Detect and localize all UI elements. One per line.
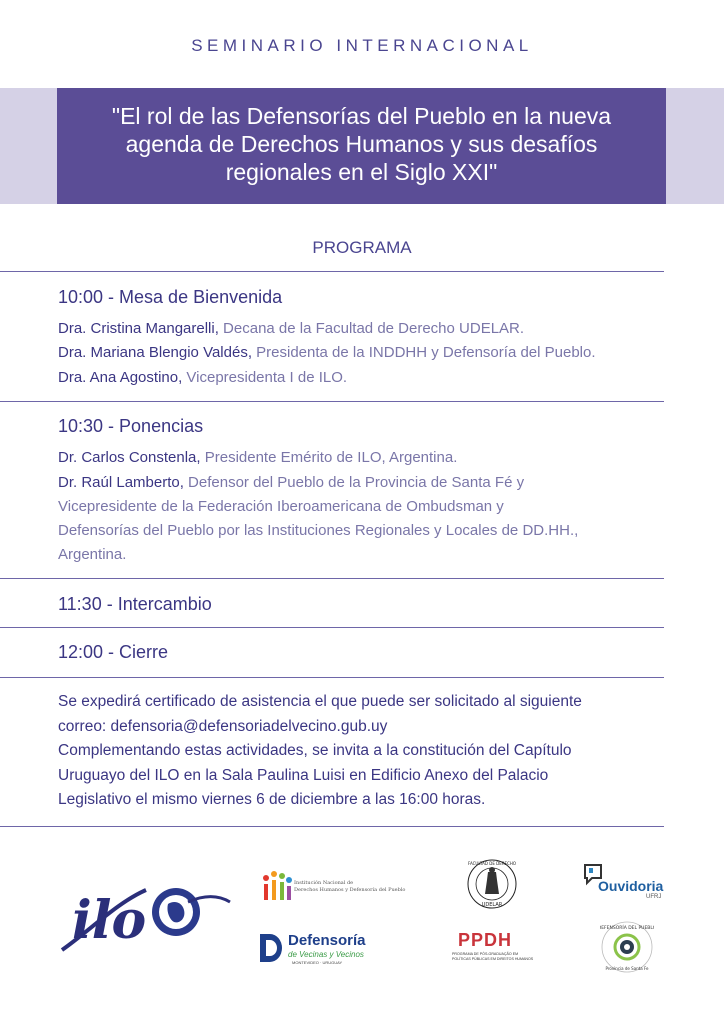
speaker-line: [58, 317, 678, 341]
santafe-sub: Provincia de Santa Fe: [605, 966, 649, 971]
defensoria-vecinos-sub: de Vecinas y Vecinos: [288, 950, 364, 959]
udelar-base: UDELAR: [481, 902, 503, 908]
inddhh-line2: Derechos Humanos y Defensoría del Pueblo: [294, 887, 406, 893]
title-line: regionales en el Siglo XXI": [225, 159, 498, 185]
ppdh-line1: PROGRAMA DE PÓS-GRADUAÇÃO EM: [452, 952, 519, 956]
footer-line: Legislativo el mismo viernes 6 de diciembre a las 16:00 horas.: [58, 791, 486, 808]
divider: [0, 826, 664, 827]
speaker-line: [58, 366, 678, 390]
speaker-name: Dr. Carlos Constenla,: [58, 449, 201, 466]
defensoria-vecinos-place: MONTEVIDEO · URUGUAY: [292, 960, 343, 965]
speaker-name: Dra. Cristina Mangarelli,: [58, 320, 219, 337]
speaker-role: Vicepresidenta I de ILO.: [182, 369, 348, 386]
ilo-wordmark: ilo: [72, 890, 147, 951]
divider: [0, 401, 664, 402]
divider: [0, 627, 664, 628]
speaker-line: [58, 446, 678, 470]
seminar-label: SEMINARIO INTERNACIONAL: [191, 36, 533, 55]
title-line: "El rol de las Defensorías del Pueblo en la nueva: [111, 103, 612, 129]
speaker-name: Dra. Ana Agostino,: [58, 369, 183, 386]
speaker-name: Dr. Raúl Lamberto,: [58, 474, 184, 491]
inddhh-line1: Institución Nacional de: [294, 880, 354, 886]
santafe-ring: DEFENSORÍA DEL PUEBLO: [600, 926, 654, 931]
divider: [0, 271, 664, 272]
ilo-logo: [58, 872, 233, 958]
ppdh-line2: POLÍTICAS PÚBLICAS EM DIREITOS HUMANOS: [452, 957, 534, 961]
event-title: [57, 88, 666, 204]
speaker-role: Presidenta de la INDDHH y Defensoría del Pueblo.: [252, 344, 596, 361]
defensoria-vecinos-logo: [258, 930, 378, 968]
section-title: 11:30 - Intercambio: [58, 594, 212, 614]
ouvidoria-logo: [580, 862, 670, 906]
udelar-ring: FACULTAD DE DERECHO: [468, 861, 516, 866]
speaker-role: Decana de la Facultad de Derecho UDELAR.: [218, 320, 525, 337]
ouvidoria-name: Ouvidoria: [598, 878, 664, 894]
footer-line: Uruguayo del ILO en la Sala Paulina Luisi en Edificio Anexo del Palacio: [58, 766, 549, 784]
speaker-line: [58, 471, 678, 495]
footer-line: Complementando estas actividades, se invita a la constitución del Capítulo: [58, 742, 572, 759]
udelar-seal: [466, 858, 518, 910]
defensoria-vecinos-name: Defensoría: [288, 932, 366, 949]
inddhh-logo: [258, 866, 408, 906]
divider: [0, 578, 664, 579]
speaker-role-continued: Argentina.: [58, 546, 127, 563]
section-title: 10:30 - Ponencias: [58, 416, 204, 436]
ouvidoria-sub: UFRJ: [646, 894, 662, 900]
speaker-line: [58, 341, 678, 365]
speaker-role-continued: Defensorías del Pueblo por las Instituciones Regionales y Locales de DD.HH.,: [58, 522, 579, 539]
programa-heading: PROGRAMA: [312, 238, 412, 257]
title-line: agenda de Derechos Humanos y sus desafíos: [125, 131, 598, 157]
section-title: 12:00 - Cierre: [58, 642, 169, 662]
speaker-role: Presidente Emérito de ILO, Argentina.: [200, 449, 458, 466]
footer-line: correo: defensoria@defensoriadelvecino.gub.uy: [58, 717, 388, 735]
section-title: 10:00 - Mesa de Bienvenida: [58, 287, 283, 307]
ppdh-logo: [452, 930, 542, 966]
footer-line: Se expedirá certificado de asistencia el que puede ser solicitado al siguiente: [58, 693, 582, 710]
speaker-role-continued: Vicepresidente de la Federación Iberoamericana de Ombudsman y: [58, 498, 504, 515]
speaker-name: Dra. Mariana Blengio Valdés,: [58, 344, 252, 361]
ppdh-name: PPDH: [458, 930, 513, 950]
speaker-role: Defensor del Pueblo de la Provincia de Santa Fé y: [183, 474, 525, 491]
divider: [0, 677, 664, 678]
footer-paragraph: [58, 690, 668, 813]
defensoria-santafe-logo: [600, 920, 654, 974]
